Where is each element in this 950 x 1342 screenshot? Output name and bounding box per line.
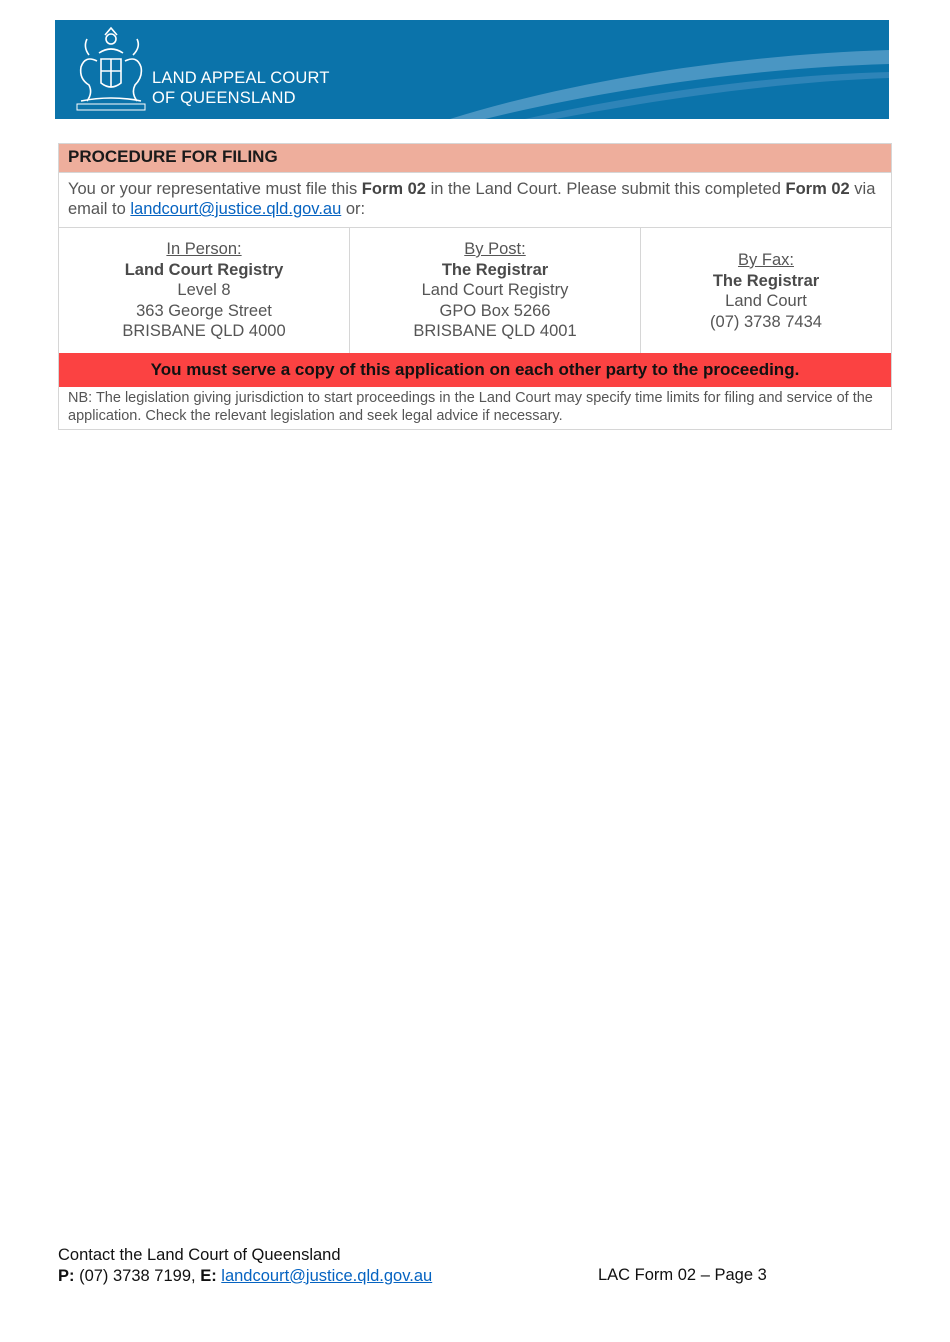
by-fax-name: The Registrar bbox=[712, 271, 820, 290]
intro-form-ref-2: Form 02 bbox=[785, 180, 850, 198]
legislation-note: NB: The legislation giving jurisdiction to start proceedings in the Land Court may specify time limits for filing and service of the application. Check the relevant legislation and seek legal advice if necessary. bbox=[68, 390, 873, 424]
page-number: LAC Form 02 – Page 3 bbox=[598, 1266, 767, 1284]
in-person-name: Land Court Registry bbox=[124, 260, 284, 279]
filing-instructions bbox=[59, 172, 891, 227]
intro-text-4: or: bbox=[341, 200, 366, 218]
procedure-for-filing-section bbox=[58, 143, 892, 430]
by-fax-line2: (07) 3738 7434 bbox=[710, 312, 822, 331]
in-person-heading: In Person: bbox=[166, 240, 242, 258]
serve-copy-warning: You must serve a copy of this application on each other party to the proceeding. bbox=[59, 353, 891, 387]
lodgement-options-row bbox=[59, 227, 891, 353]
intro-text-2: in the Land Court. Please submit this completed bbox=[425, 180, 786, 198]
by-fax-line1: Land Court bbox=[725, 292, 807, 310]
footer-phone-label: P: bbox=[58, 1266, 75, 1285]
intro-form-ref-1: Form 02 bbox=[361, 180, 426, 198]
court-name bbox=[152, 68, 330, 108]
footer-email-link[interactable]: landcourt@justice.qld.gov.au bbox=[221, 1266, 433, 1285]
in-person-line2: 363 George Street bbox=[136, 301, 272, 320]
in-person-address bbox=[59, 228, 350, 353]
by-fax-address bbox=[641, 228, 891, 353]
by-fax-heading: By Fax: bbox=[738, 251, 794, 269]
header-banner bbox=[55, 20, 889, 119]
intro-email-link[interactable]: landcourt@justice.qld.gov.au bbox=[130, 200, 342, 218]
by-post-line2: GPO Box 5266 bbox=[439, 301, 551, 320]
section-heading: PROCEDURE FOR FILING bbox=[59, 144, 891, 172]
by-post-name: The Registrar bbox=[441, 260, 549, 279]
court-name-line2: OF QUEENSLAND bbox=[152, 89, 296, 107]
queensland-coat-of-arms-logo bbox=[71, 25, 151, 113]
in-person-line3: BRISBANE QLD 4000 bbox=[122, 322, 286, 340]
footer-email-label: E: bbox=[200, 1266, 217, 1285]
court-name-line1: LAND APPEAL COURT bbox=[152, 69, 330, 87]
intro-text-1: You or your representative must file this bbox=[68, 180, 362, 198]
by-post-line3: BRISBANE QLD 4001 bbox=[413, 322, 577, 340]
by-post-address bbox=[350, 228, 641, 353]
by-post-heading: By Post: bbox=[464, 240, 526, 258]
footer-phone: (07) 3738 7199, bbox=[74, 1266, 201, 1285]
footer-contact: Contact the Land Court of Queensland bbox=[58, 1246, 341, 1264]
by-post-line1: Land Court Registry bbox=[421, 281, 569, 299]
intro-text-3: via email to bbox=[68, 180, 876, 218]
in-person-line1: Level 8 bbox=[177, 281, 231, 299]
